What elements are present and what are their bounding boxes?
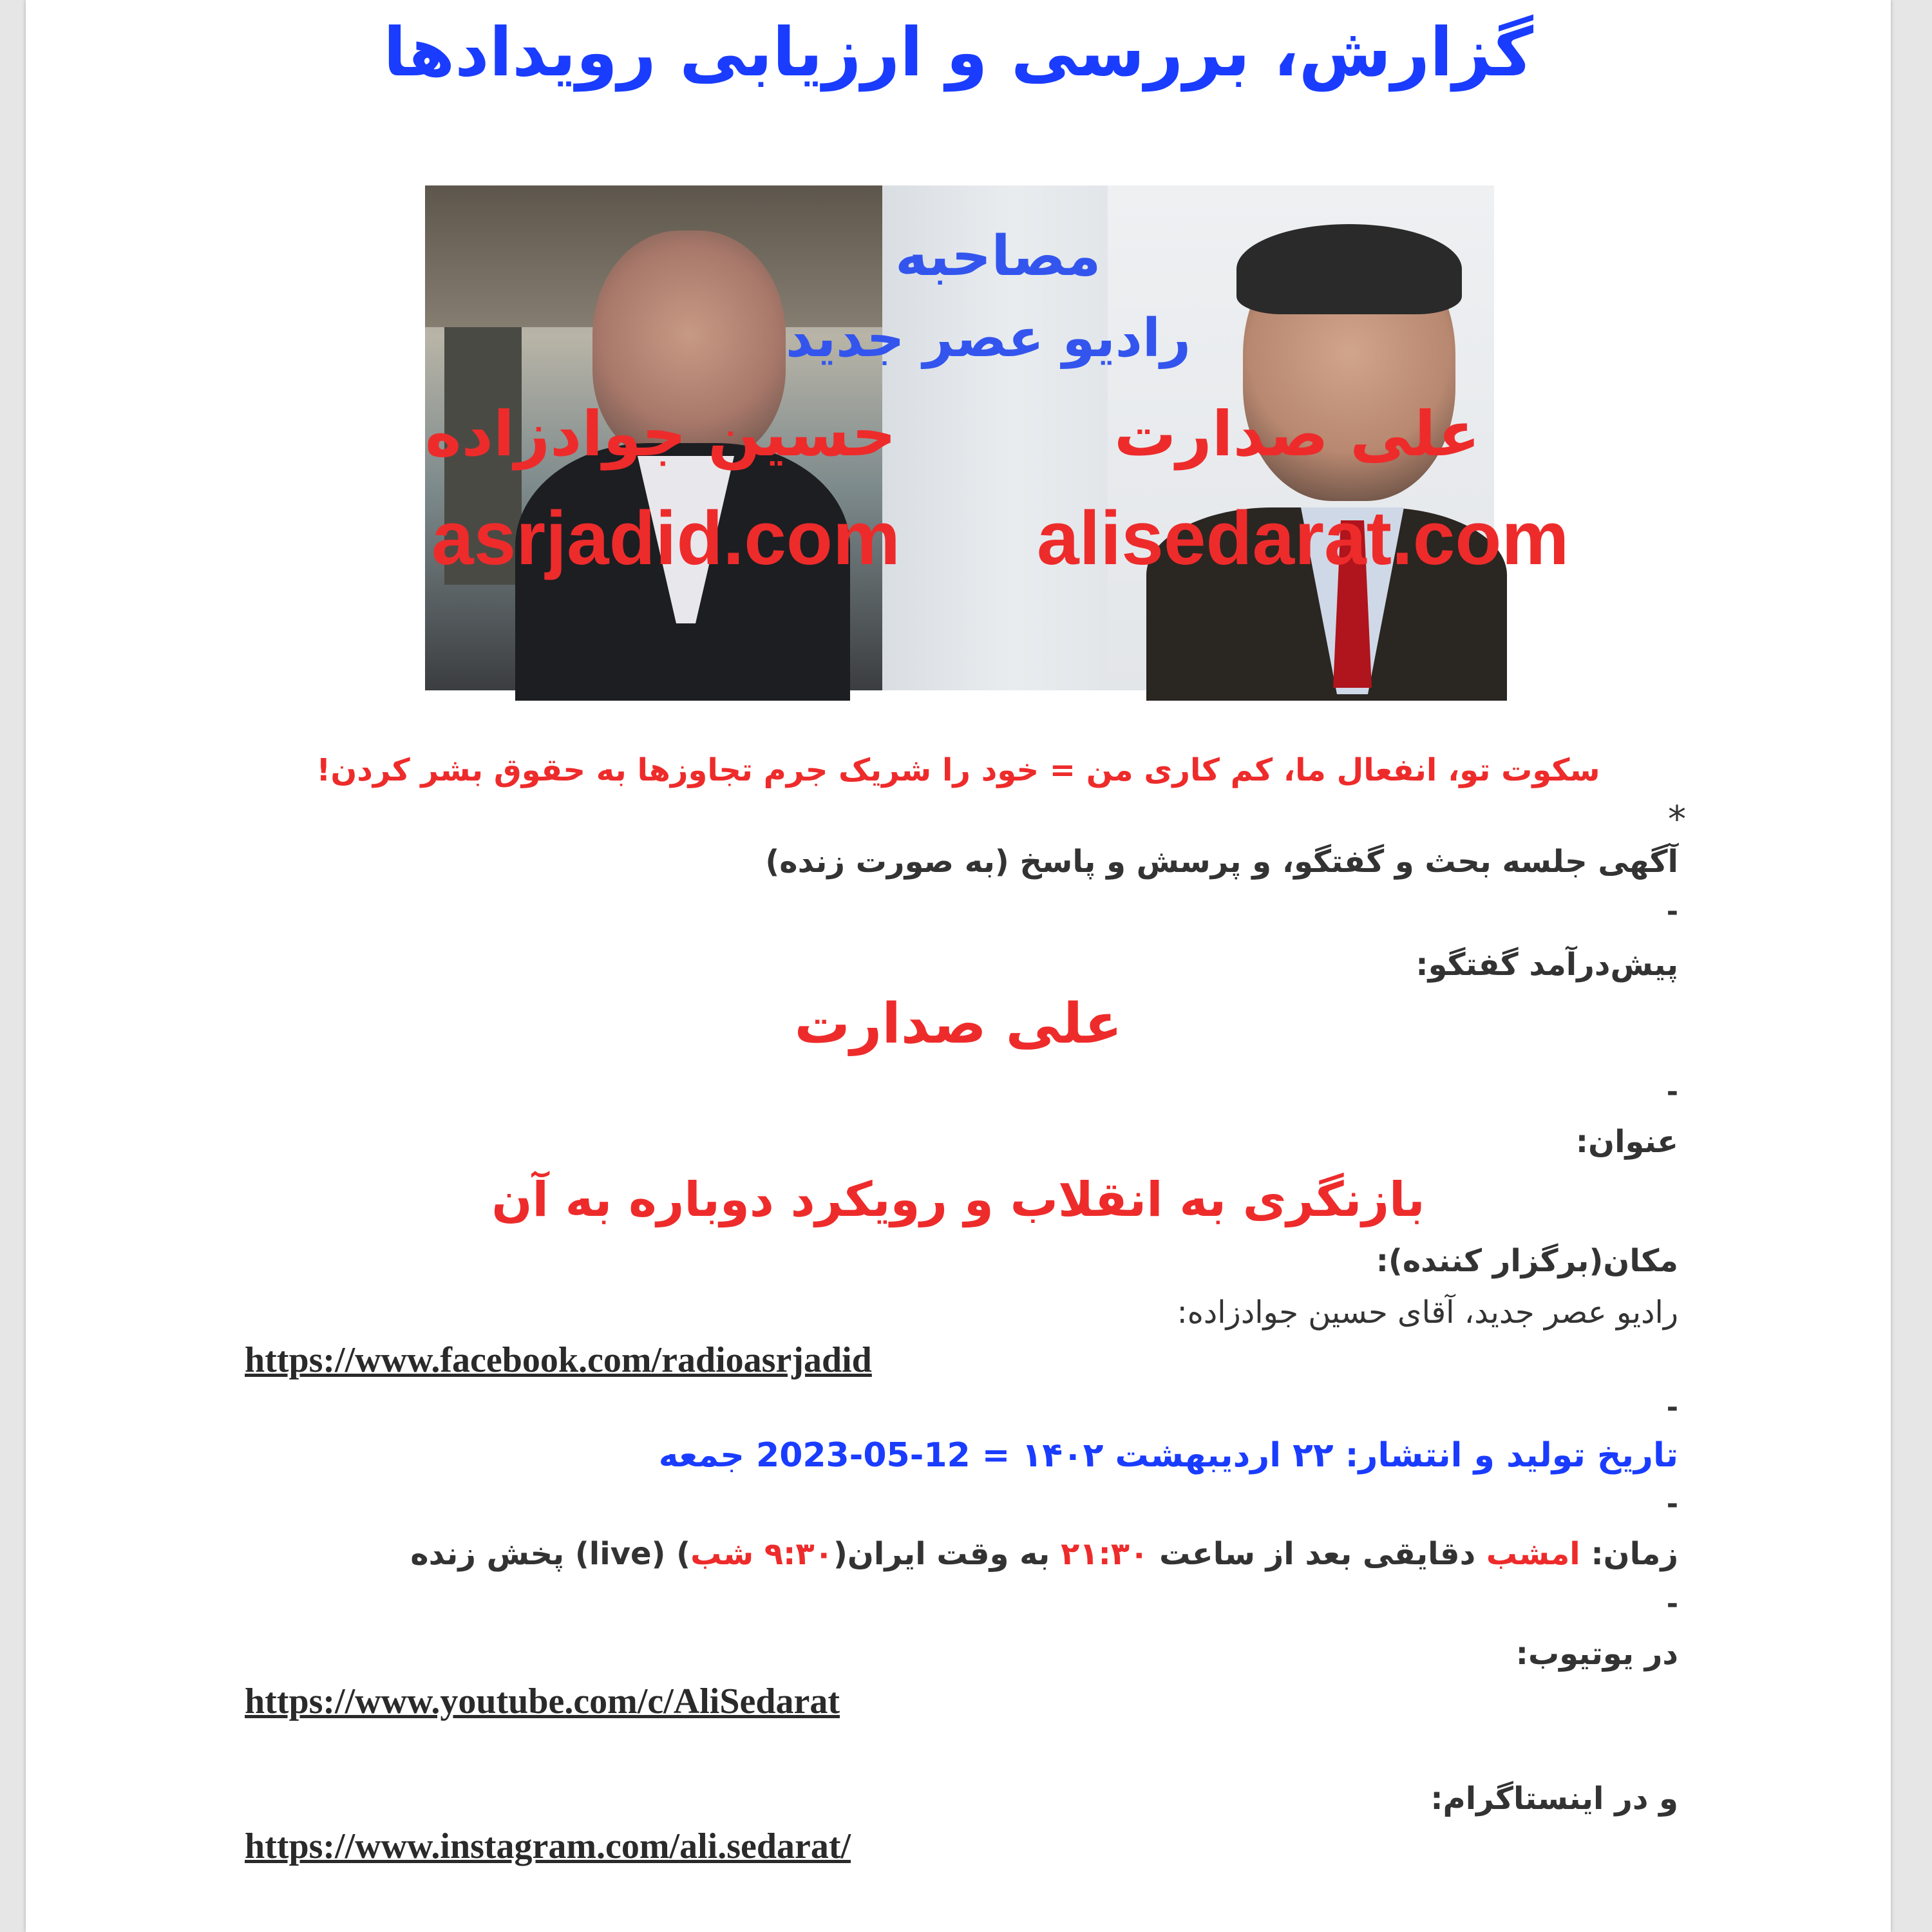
separator-dash: -: [1666, 1391, 1678, 1424]
banner-url-right: alisedarat.com: [1037, 496, 1569, 581]
youtube-label: در یوتیوب:: [1515, 1636, 1678, 1672]
facebook-link[interactable]: https://www.facebook.com/radioasrjadid: [245, 1340, 872, 1380]
instagram-label: و در اینستاگرام:: [1430, 1781, 1678, 1817]
banner-interview-text: مصاحبه: [895, 224, 1101, 289]
venue-label: مکان(برگزار کننده):: [1376, 1243, 1678, 1279]
intro-label: پیش‌درآمد گفتگو:: [1416, 947, 1678, 983]
banner-url-left: asrjadid.com: [431, 496, 900, 581]
star-icon: *: [1668, 799, 1686, 840]
document-page: [26, 0, 1891, 1932]
announcement-line: آگهی جلسه بحث و گفتگو، و پرسش و پاسخ (به صورت زنده): [765, 844, 1678, 880]
banner-name-left: حسین جوادزاده: [425, 398, 896, 470]
time-tonight: امشب: [1486, 1536, 1580, 1572]
time-mid: دقایقی بعد از ساعت: [1148, 1536, 1486, 1572]
time-end: ) (live) پخش زنده: [410, 1536, 691, 1572]
slogan: سکوت تو، انفعال ما، کم کاری من = خود را شریک جرم تجاوزها به حقوق بشر کردن!: [316, 752, 1600, 788]
time-label: زمان:: [1580, 1536, 1678, 1572]
subject-title: بازنگری به انقلاب و رویکرد دوباره به آن: [491, 1172, 1425, 1227]
time-line: [410, 1536, 1678, 1572]
banner-radio-text: رادیو عصر جدید: [786, 308, 1191, 369]
banner-name-right: علی صدارت: [1114, 398, 1481, 470]
speaker-name: علی صدارت: [794, 992, 1122, 1056]
instagram-link[interactable]: https://www.instagram.com/ali.sedarat/: [245, 1826, 851, 1866]
page-title: گزارش، بررسی و ارزیابی رویدادها: [383, 13, 1533, 91]
youtube-link[interactable]: https://www.youtube.com/c/AliSedarat: [245, 1681, 840, 1721]
separator-dash: -: [1666, 1587, 1678, 1620]
venue-text: رادیو عصر جدید، آقای حسین جوادزاده:: [1177, 1294, 1678, 1331]
date-line: تاریخ تولید و انتشار: ۲۲ اردیبهشت ۱۴۰۲ = 12-05-2023 جمعه: [658, 1436, 1678, 1475]
time-clock-pm: ۹:۳۰ شب: [690, 1536, 833, 1572]
separator-dash: -: [1666, 1075, 1678, 1108]
time-clock: ۲۱:۳۰: [1061, 1536, 1149, 1572]
separator-dash: -: [1666, 895, 1678, 928]
separator-dash: -: [1666, 1488, 1678, 1520]
time-mid2: به وقت ایران(: [833, 1536, 1061, 1572]
interview-banner-image: [425, 185, 1569, 690]
subject-label: عنوان:: [1575, 1124, 1678, 1160]
